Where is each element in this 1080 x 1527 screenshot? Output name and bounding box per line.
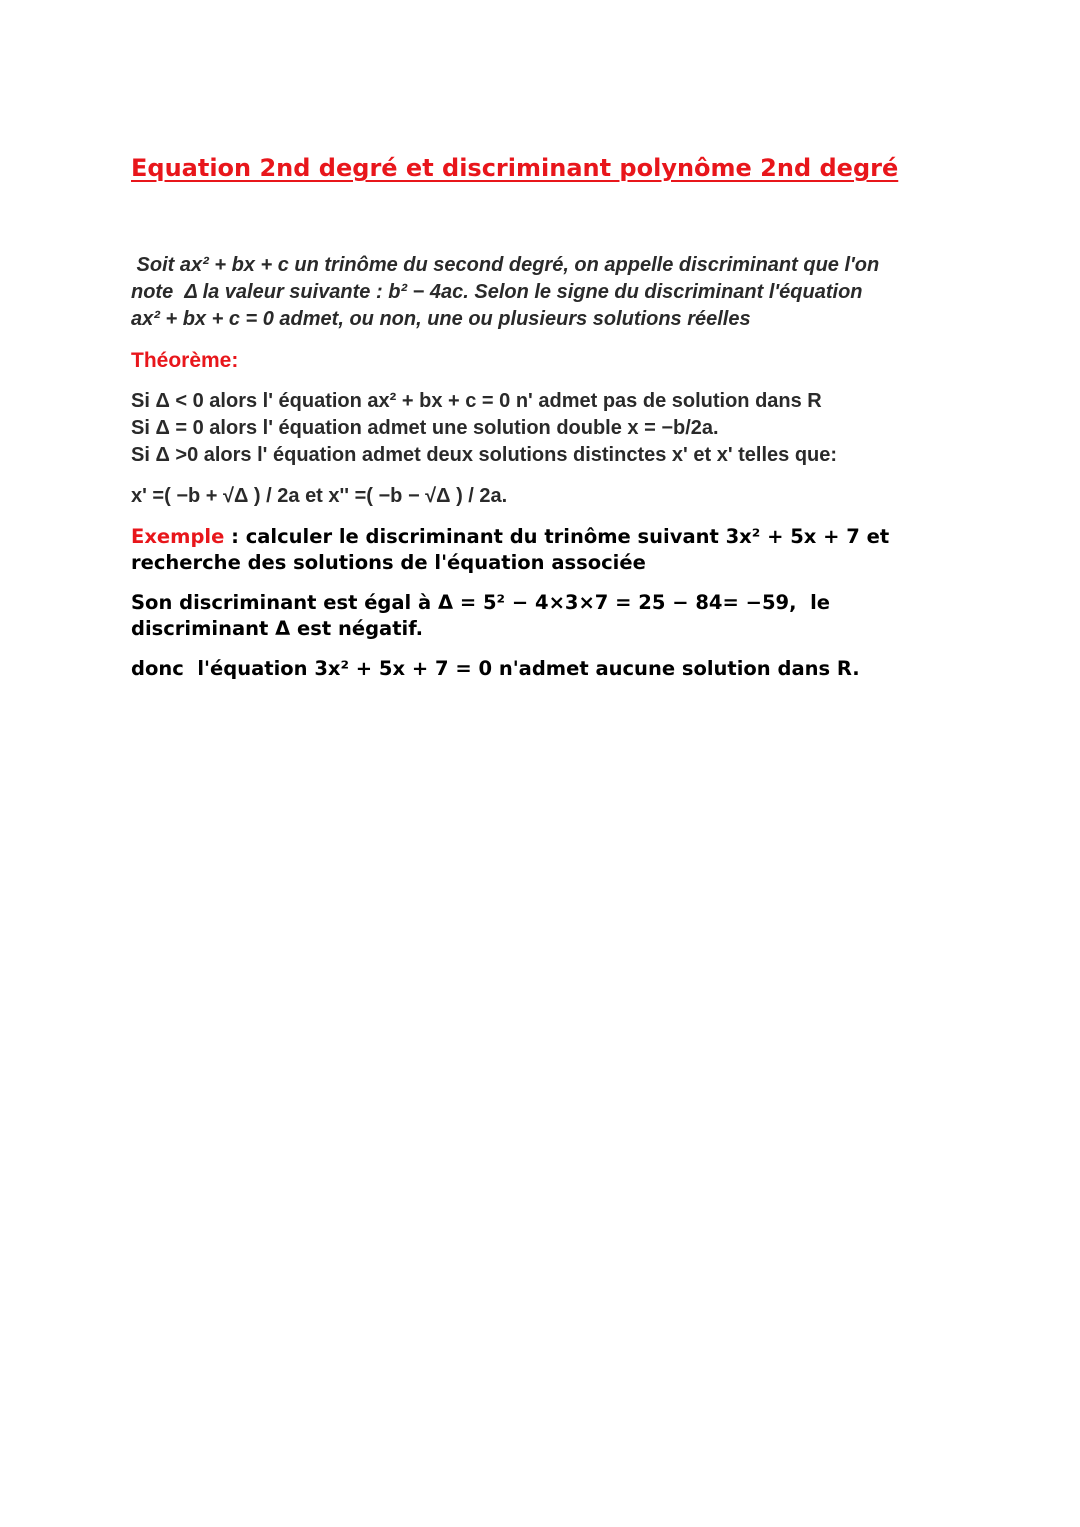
solution-formula: x' =( −b + √Δ ) / 2a et x'' =( −b − √Δ ) / 2a. <box>131 485 508 507</box>
example-label: Exemple <box>131 525 225 548</box>
theorem-heading: Théorème: <box>131 349 239 372</box>
document-page <box>131 150 961 682</box>
theorem-line: Si Δ < 0 alors l' équation ax² + bx + c = 0 n' admet pas de solution dans R <box>131 390 822 412</box>
document-title: Equation 2nd degré et discriminant polynôme 2nd degré <box>131 154 899 182</box>
example-paragraph <box>131 524 961 576</box>
intro-paragraph <box>131 252 961 333</box>
example-text: : calculer le discriminant du trinôme suivant 3x² + 5x + 7 et recherche des solutions de l'équation associée <box>131 525 890 574</box>
discriminant-paragraph: Son discriminant est égal à Δ = 5² − 4×3×7 = 25 − 84= −59, le discriminant Δ est négatif. <box>131 591 837 640</box>
theorem-line: Si Δ = 0 alors l' équation admet une solution double x = −b/2a. <box>131 417 719 439</box>
intro-line: note Δ la valeur suivante : b² − 4ac. Selon le signe du discriminant l'équation <box>131 281 863 303</box>
theorem-statements <box>131 388 961 469</box>
conclusion-paragraph: donc l'équation 3x² + 5x + 7 = 0 n'admet aucune solution dans R. <box>131 657 860 680</box>
intro-line: ax² + bx + c = 0 admet, ou non, une ou plusieurs solutions réelles <box>131 308 751 330</box>
theorem-line: Si Δ >0 alors l' équation admet deux solutions distinctes x' et x' telles que: <box>131 444 838 466</box>
intro-line: Soit ax² + bx + c un trinôme du second degré, on appelle discriminant que l'on <box>131 254 880 276</box>
